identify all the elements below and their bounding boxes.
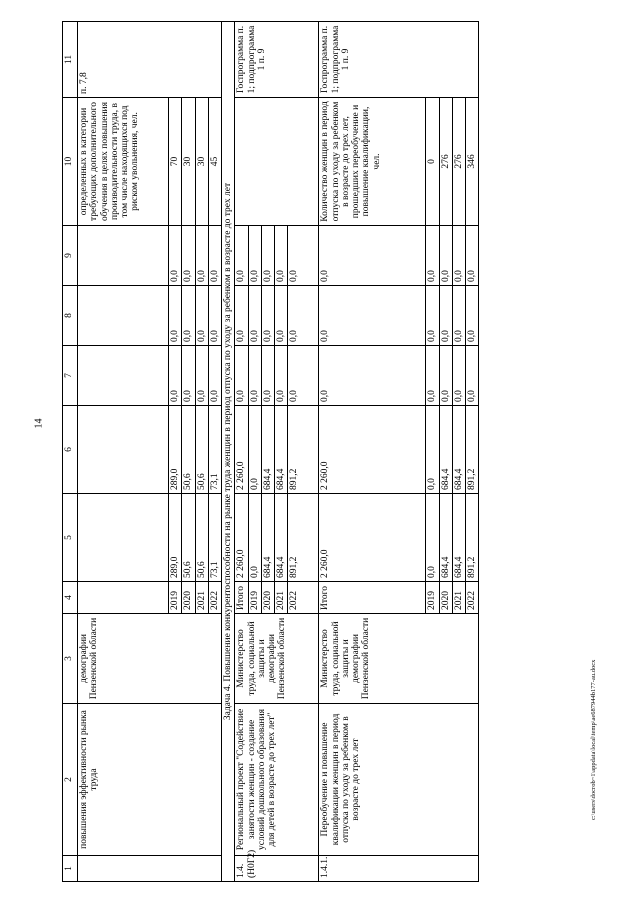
value: 2 260,0	[235, 494, 248, 582]
col-header: 11	[63, 22, 78, 98]
value: 0,0	[452, 226, 465, 286]
cell	[78, 582, 169, 614]
year: 2021	[195, 582, 208, 614]
value: 0,0	[169, 346, 182, 406]
year: 2021	[275, 582, 288, 614]
value: 891,2	[466, 406, 479, 494]
value: 0,0	[235, 346, 248, 406]
executor: Министерство труда, социальной защиты и демографии Пензенской области	[319, 614, 479, 704]
value: 50,6	[182, 406, 195, 494]
value: 0,0	[248, 494, 261, 582]
value: 2 260,0	[235, 406, 248, 494]
value: 0,0	[261, 226, 274, 286]
col-header: 3	[63, 614, 78, 704]
task-heading: Задача 4. Повышение конкурентоспособности на рынке труда женщин в период отпуска по уходу за ребенком в возрасте до трех лет	[222, 22, 235, 882]
page-number: 14	[33, 418, 45, 429]
value: 2 260,0	[319, 494, 426, 582]
value: 684,4	[275, 494, 288, 582]
value: 0,0	[182, 226, 195, 286]
value: 50,6	[195, 494, 208, 582]
value: 684,4	[452, 406, 465, 494]
value: 0,0	[182, 346, 195, 406]
value: 0,0	[169, 226, 182, 286]
value: 289,0	[169, 406, 182, 494]
cell	[78, 286, 169, 346]
col-header: 8	[63, 286, 78, 346]
year: 2021	[452, 582, 465, 614]
value: 50,6	[182, 494, 195, 582]
value: 0,0	[319, 346, 426, 406]
rotated-table-container	[62, 22, 592, 882]
reference: Госпрограмма п. 1; подпрограмма 1 п. 9	[235, 22, 319, 98]
value: 684,4	[452, 494, 465, 582]
col-header: 4	[63, 582, 78, 614]
value: 684,4	[261, 406, 274, 494]
value: 0,0	[452, 286, 465, 346]
cell	[78, 494, 169, 582]
executor: Министерство труда, социальной защиты и демографии Пензенской области	[235, 614, 319, 704]
value: 73,1	[208, 406, 221, 494]
value: 0,0	[426, 346, 439, 406]
value: 0,0	[195, 286, 208, 346]
col-header: 7	[63, 346, 78, 406]
value: 0,0	[275, 286, 288, 346]
value: 0,0	[248, 226, 261, 286]
value: 0,0	[208, 286, 221, 346]
value: 684,4	[261, 494, 274, 582]
executor: демографии Пензенской области	[78, 614, 222, 704]
value: 0,0	[248, 286, 261, 346]
value: 0,0	[426, 406, 439, 494]
col-header: 6	[63, 406, 78, 494]
footer-file-path: c:\users\docrob~1\appdata\local\temp\ae687944b177-au.docx	[590, 659, 597, 820]
indicator-value: 45	[208, 98, 221, 226]
year: Итого	[319, 582, 426, 614]
value: 684,4	[439, 406, 452, 494]
value: 0,0	[439, 226, 452, 286]
indicator-text: определенных в категории требующих дополнительного обучения в целях повышения производительности труда, в том числе находящихся под риском увольнения, чел.	[78, 98, 169, 226]
value: 0,0	[195, 226, 208, 286]
value: 0,0	[426, 494, 439, 582]
cell	[78, 346, 169, 406]
value: 0,0	[275, 226, 288, 286]
cell	[78, 856, 222, 882]
col-header: 10	[63, 98, 78, 226]
col-header: 5	[63, 494, 78, 582]
year: 2020	[439, 582, 452, 614]
value: 73,1	[208, 494, 221, 582]
measure-name: Переобучение и повышение квалификации женщин в период отпуска по уходу за ребенком в возрасте до трех лет	[319, 704, 479, 856]
value: 891,2	[288, 406, 319, 494]
indicator-value: 276	[452, 98, 465, 226]
value: 50,6	[195, 406, 208, 494]
indicator-text	[235, 98, 319, 226]
item-number: 1.4. (Н0Г2)	[235, 856, 319, 882]
value: 684,4	[275, 406, 288, 494]
value: 0,0	[466, 226, 479, 286]
indicator-value: 30	[195, 98, 208, 226]
value: 0,0	[466, 286, 479, 346]
value: 0,0	[208, 346, 221, 406]
task-heading-row	[222, 22, 235, 882]
reference: Госпрограмма п. 1; подпрограмма 1 п. 9	[319, 22, 479, 98]
indicator-value: 276	[439, 98, 452, 226]
value: 891,2	[466, 494, 479, 582]
value: 289,0	[169, 494, 182, 582]
program-table	[62, 21, 479, 882]
indicator-value: 30	[182, 98, 195, 226]
year: 2020	[261, 582, 274, 614]
year: 2022	[466, 582, 479, 614]
value: 0,0	[169, 286, 182, 346]
year: 2020	[182, 582, 195, 614]
value: 0,0	[275, 346, 288, 406]
year: 2022	[208, 582, 221, 614]
value: 0,0	[319, 286, 426, 346]
value: 2 260,0	[319, 406, 426, 494]
cell	[78, 406, 169, 494]
value: 0,0	[288, 226, 319, 286]
value: 0,0	[439, 346, 452, 406]
year: 2019	[248, 582, 261, 614]
reference: п. 7,8	[78, 22, 222, 98]
col-header: 2	[63, 704, 78, 856]
value: 0,0	[248, 406, 261, 494]
value: 0,0	[426, 286, 439, 346]
item-number: 1.4.1.	[319, 856, 479, 882]
col-header: 1	[63, 856, 78, 882]
value: 0,0	[288, 286, 319, 346]
cell	[78, 226, 169, 286]
table-row	[235, 22, 248, 882]
value: 684,4	[439, 494, 452, 582]
value: 0,0	[288, 346, 319, 406]
measure-name: Региональный проект "Содействие занятости женщин - создание условий дошкольного образования для детей в возрасте до трех лет"	[235, 704, 319, 856]
value: 0,0	[195, 346, 208, 406]
value: 0,0	[182, 286, 195, 346]
value: 891,2	[288, 494, 319, 582]
value: 0,0	[319, 226, 426, 286]
value: 0,0	[261, 346, 274, 406]
table-row	[78, 22, 169, 882]
value: 0,0	[466, 346, 479, 406]
value: 0,0	[426, 226, 439, 286]
value: 0,0	[439, 286, 452, 346]
year: 2019	[169, 582, 182, 614]
value: 0,0	[235, 286, 248, 346]
indicator-value: 346	[466, 98, 479, 226]
value: 0,0	[452, 346, 465, 406]
indicator-text: Количество женщин в период отпуска по уходу за ребенком в возрасте до трех лет, прошедших переобучение и повышение квалификации, чел.	[319, 98, 426, 226]
year: 2022	[288, 582, 319, 614]
indicator-value: 0	[426, 98, 439, 226]
measure-name: повышения эффективности рынка труда	[78, 704, 222, 856]
col-header: 9	[63, 226, 78, 286]
year: 2019	[426, 582, 439, 614]
value: 0,0	[261, 286, 274, 346]
value: 0,0	[248, 346, 261, 406]
value: 0,0	[208, 226, 221, 286]
indicator-value: 70	[169, 98, 182, 226]
header-row	[63, 22, 78, 882]
value: 0,0	[235, 226, 248, 286]
table-row	[319, 22, 426, 882]
year: Итого	[235, 582, 248, 614]
